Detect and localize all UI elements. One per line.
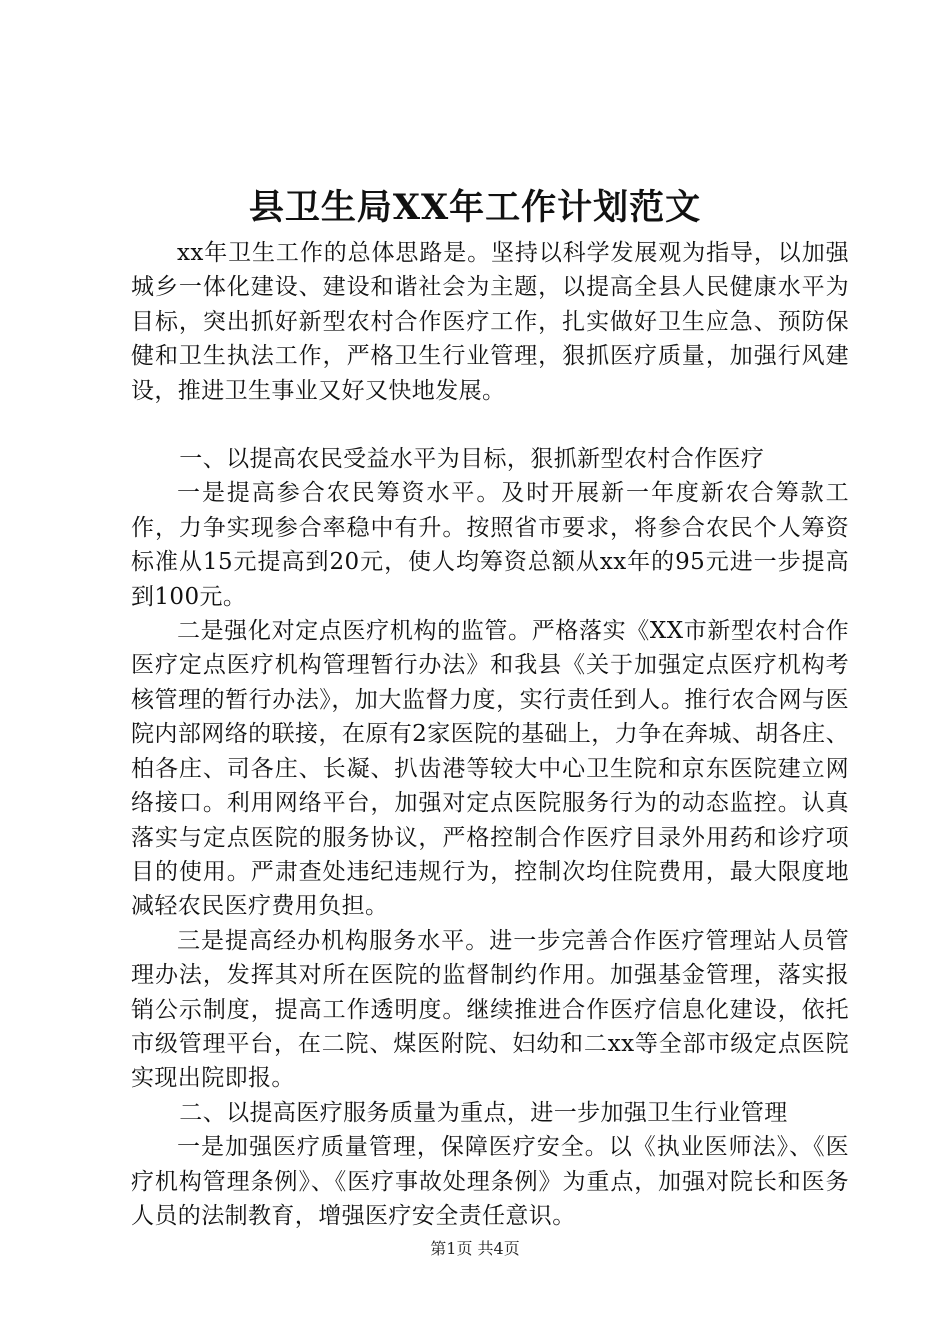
intro-paragraph: xx年卫生工作的总体思路是。坚持以科学发展观为指导，以加强城乡一体化建设、建设和谐社会为主题，以提高全县人民健康水平为目标，突出抓好新型农村合作医疗工作，扎实做好卫生应急、预防保健和卫生执法工作，严格卫生行业管理，狠抓医疗质量，加强行风建设，推进卫生事业又好又快地发展。: [131, 240, 849, 404]
body-paragraph: 二是强化对定点医疗机构的监管。严格落实《XX市新型农村合作医疗定点医疗机构管理暂行办法》和我县《关于加强定点医疗机构考核管理的暂行办法》，加大监督力度，实行责任到人。推行农合网与医院内部网络的联接，在原有2家医院的基础上，力争在奔城、胡各庄、柏各庄、司各庄、长凝、扒齿港等较大中心卫生院和京东医院建立网络接口。利用网络平台，加强对定点医院服务行为的动态监控。认真落实与定点医院的服务协议，严格控制合作医疗目录外用药和诊疗项目的使用。严肃查处违纪违规行为，控制次均住院费用，最大限度地减轻农民医疗费用负担。: [131, 618, 849, 920]
body-paragraph: 三是提高经办机构服务水平。进一步完善合作医疗管理站人员管理办法，发挥其对所在医院的监督制约作用。加强基金管理，落实报销公示制度，提高工作透明度。继续推进合作医疗信息化建设，依托市级管理平台，在二院、煤医附院、妇幼和二xx等全部市级定点医院实现出院即报。: [131, 927, 849, 1092]
section-heading-1: 一、以提高农民受益水平为目标，狠抓新型农村合作医疗: [179, 446, 765, 473]
document-body: [131, 236, 849, 1233]
body-paragraph: 一是加强医疗质量管理，保障医疗安全。以《执业医师法》、《医疗机构管理条例》、《医疗事故处理条例》为重点，加强对院长和医务人员的法制教育，增强医疗安全责任意识。: [131, 1134, 849, 1229]
section-heading-2: 二、以提高医疗服务质量为重点，进一步加强卫生行业管理: [179, 1099, 788, 1126]
document-title: 县卫生局XX年工作计划范文: [248, 187, 702, 228]
body-paragraph: 一是提高参合农民筹资水平。及时开展新一年度新农合筹款工作，力争实现参合率稳中有升。按照省市要求，将参合农民个人筹资标准从15元提高到20元，使人均筹资总额从xx年的95元进一步提高到100元。: [131, 480, 849, 610]
page-footer: 第1页 共4页: [430, 1239, 520, 1258]
